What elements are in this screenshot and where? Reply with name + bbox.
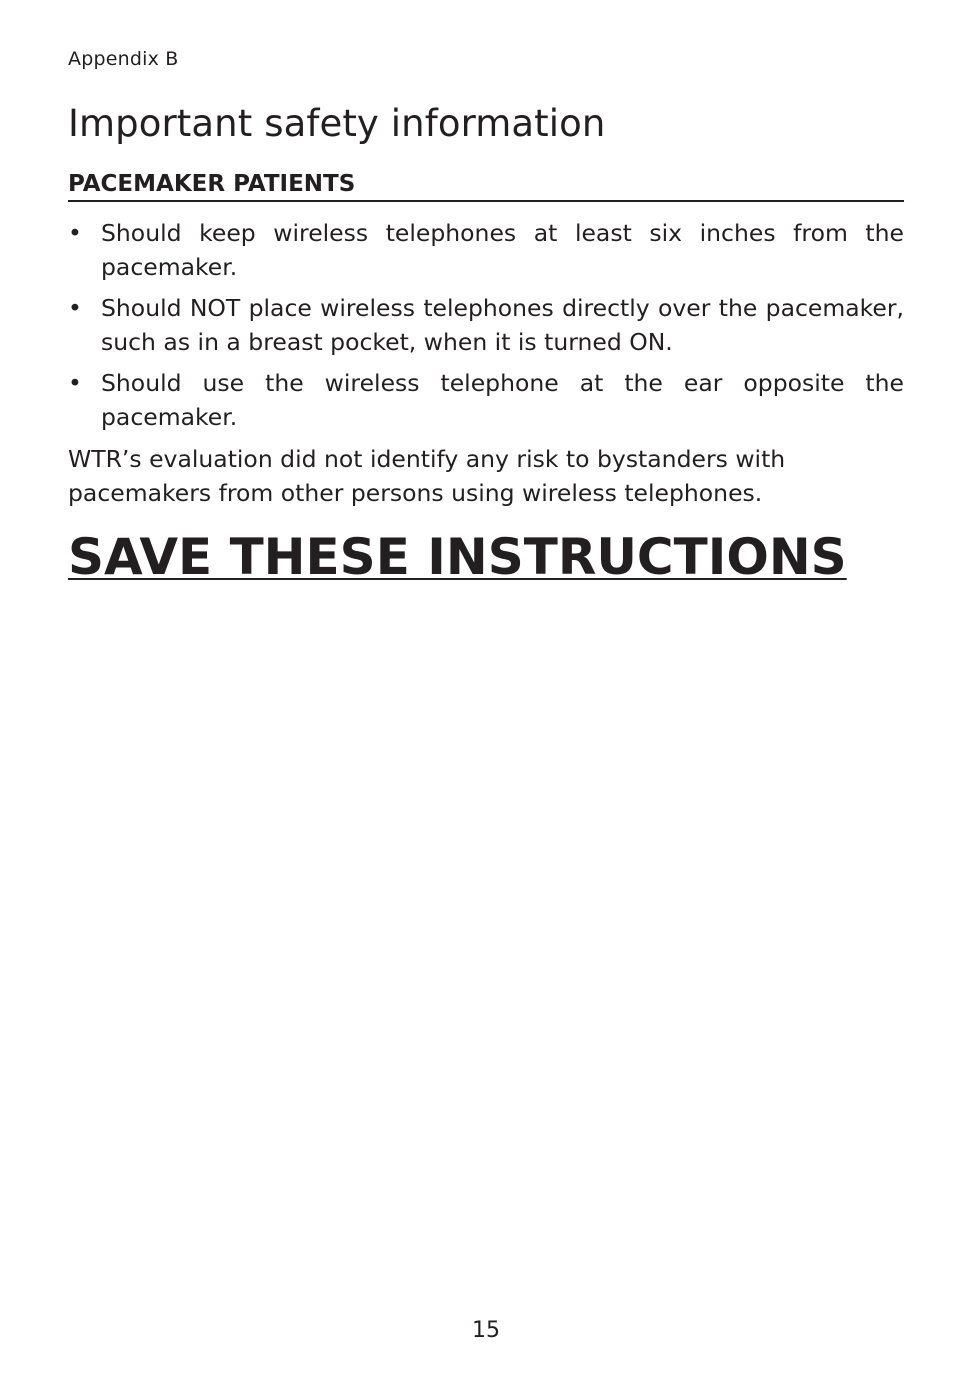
save-instructions-heading: SAVE THESE INSTRUCTIONS: [68, 528, 847, 586]
list-item-text: Should keep wireless telephones at least six inches from the pacemaker.: [101, 219, 904, 281]
body-paragraph: WTR’s evaluation did not identify any risk to bystanders with pacemakers from other persons using wireless telephones.: [68, 445, 786, 507]
running-head: Appendix B: [68, 48, 179, 70]
list-item: [68, 366, 904, 434]
bullet-icon: •: [68, 219, 82, 247]
list-item-text: Should use the wireless telephone at the ear opposite the pacemaker.: [101, 369, 904, 431]
list-item: [68, 216, 904, 284]
page-number: 15: [472, 1318, 500, 1343]
bullet-list: [68, 216, 904, 441]
bullet-icon: •: [68, 294, 82, 322]
list-item-text: Should NOT place wireless telephones directly over the pacemaker, such as in a breast pocket, when it is turned ON.: [101, 294, 904, 356]
bullet-icon: •: [68, 369, 82, 397]
page-title: Important safety information: [68, 102, 606, 145]
list-item: [68, 291, 904, 359]
section-heading: PACEMAKER PATIENTS: [68, 171, 904, 202]
